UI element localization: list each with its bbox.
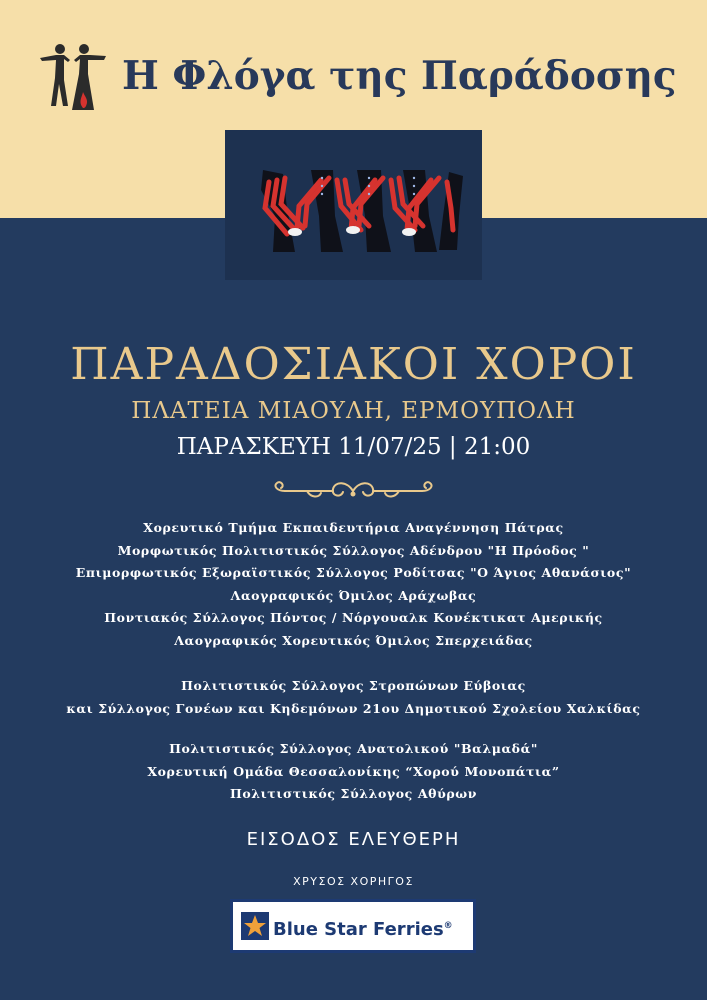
group-name: και Σύλλογος Γονέων και Κηδεμόνων 21ου Δημοτικού Σχολείου Χαλκίδας xyxy=(66,700,641,716)
free-entry-notice: ΕΙΣΟΔΟΣ ΕΛΕΥΘΕΡΗ xyxy=(246,829,461,850)
group-name: Πολιτιστικός Σύλλογος Ανατολικού "Βαλμαδά" xyxy=(169,741,538,756)
group-name: Λαογραφικός Όμιλος Αράχωβας xyxy=(230,587,477,603)
ornament-divider-icon xyxy=(267,478,440,504)
group-name: Χορευτικό Τμήμα Εκπαιδευτήρια Αναγέννηση Πάτρας xyxy=(143,520,564,535)
organization-title: Η Φλόγα της Παράδοσης xyxy=(122,53,677,99)
star-icon xyxy=(241,912,269,940)
dancers-flame-logo-icon xyxy=(38,40,108,112)
participating-groups-3 xyxy=(0,738,707,806)
sponsor-logo xyxy=(230,899,476,953)
participating-groups-2 xyxy=(0,675,707,720)
group-name: Ποντιακός Σύλλογος Πόντος / Νόργουαλκ Κονέκτικατ Αμερικής xyxy=(104,610,603,626)
registered-mark: ® xyxy=(443,921,453,931)
sponsor-name-text: Blue Star Ferries xyxy=(273,919,444,940)
group-name: Λαογραφικός Χορευτικός Όμιλος Σπερχειάδας xyxy=(174,632,533,648)
group-name: Πολιτιστικός Σύλλογος Στροπώνων Εύβοιας xyxy=(181,678,526,693)
sponsor-name xyxy=(273,902,453,950)
sponsor-label: ΧΡΥΣΟΣ ΧΟΡΗΓΟΣ xyxy=(293,875,414,888)
group-name: Πολιτιστικός Σύλλογος Αθύρων xyxy=(229,786,478,802)
event-title: ΠΑΡΑΔΟΣΙΑΚΟΙ ΧΟΡΟΙ xyxy=(70,339,637,390)
dancers-artwork xyxy=(225,130,482,280)
group-name: Επιμορφωτικός Εξωραϊστικός Σύλλογος Ροδίτσας "Ο Άγιος Αθανάσιος" xyxy=(75,565,632,581)
participating-groups-1 xyxy=(0,517,707,653)
dancers-illustration-icon xyxy=(225,130,482,280)
group-name: Μορφωτικός Πολιτιστικός Σύλλογος Αδένδρου "Η Πρόοδος " xyxy=(117,542,590,558)
group-name: Χορευτική Ομάδα Θεσσαλονίκης “Χορού Μονοπάτια” xyxy=(147,763,560,779)
event-venue: ΠΛΑΤΕΙΑ ΜΙΑΟΥΛΗ, ΕΡΜΟΥΠΟΛΗ xyxy=(131,398,576,424)
event-datetime: ΠΑΡΑΣΚΕΥΗ 11/07/25 | 21:00 xyxy=(176,434,531,460)
